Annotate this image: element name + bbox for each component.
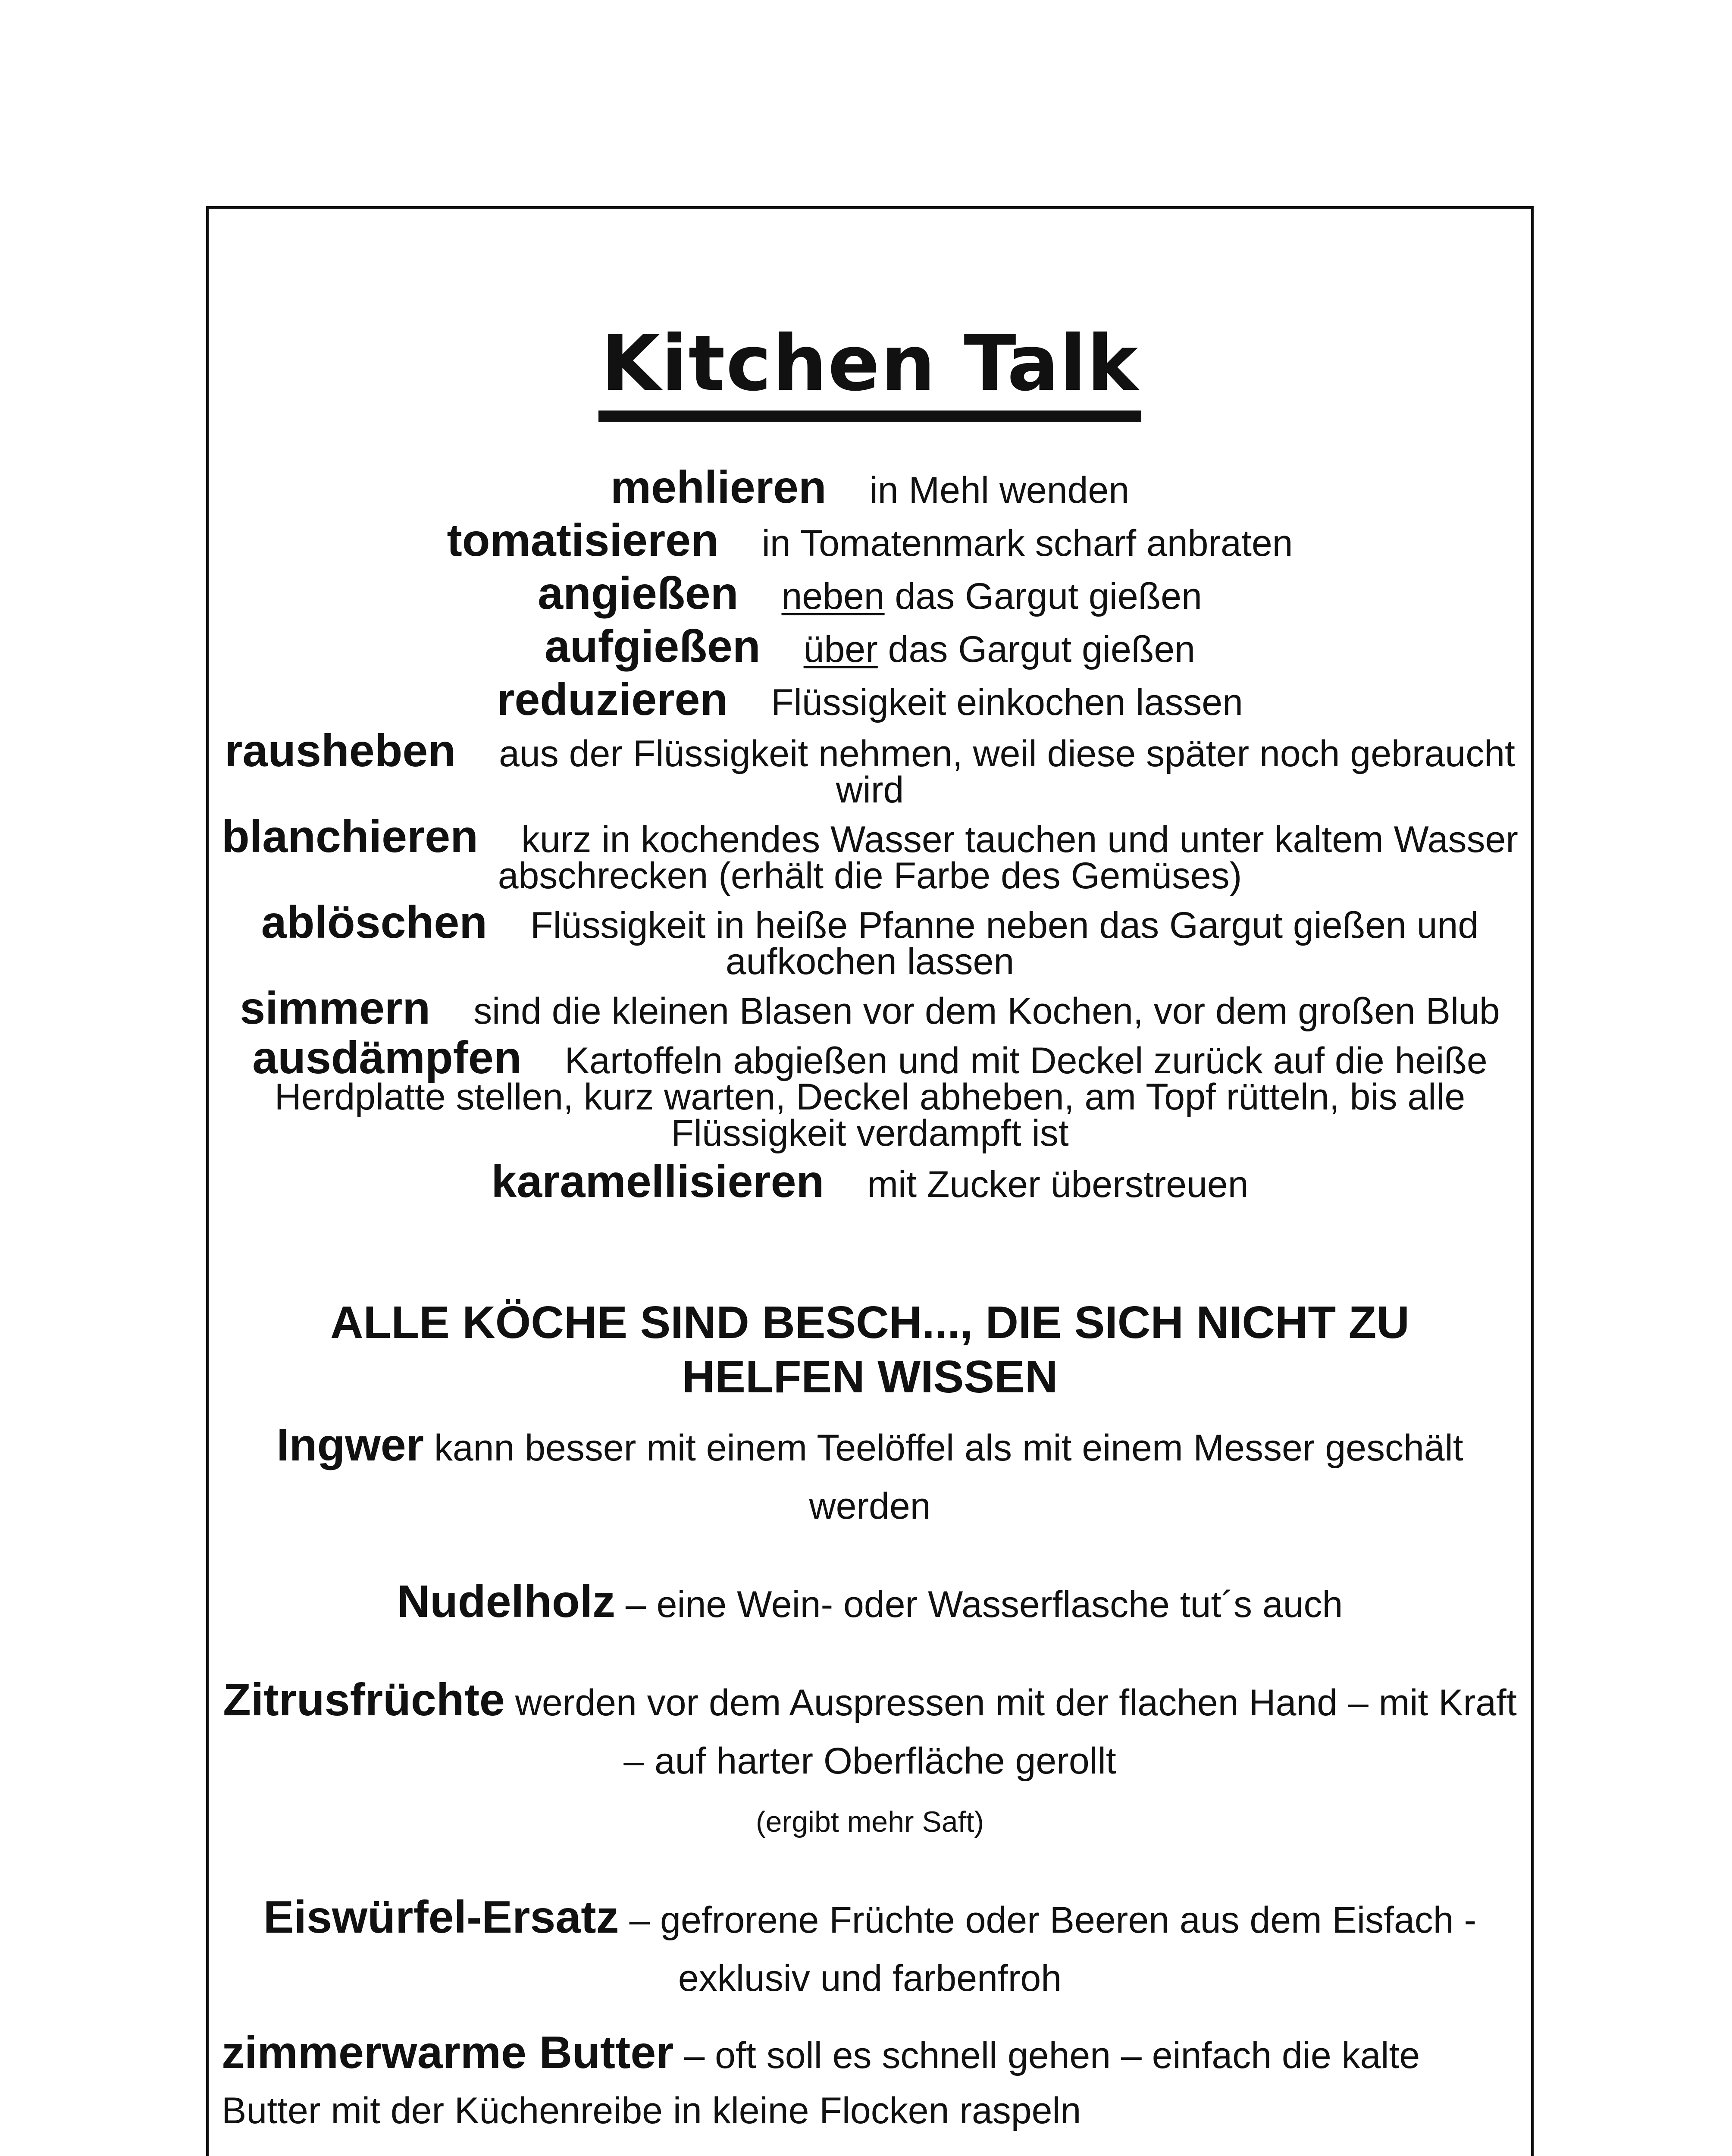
glossary-term: rausheben [225, 725, 456, 776]
glossary-definition: aus der Flüssigkeit nehmen, weil diese später noch gebraucht wird [499, 733, 1515, 811]
tip-item [222, 1416, 1518, 1536]
tip-text: werden vor dem Auspressen mit der flachen Hand – mit Kraft – auf harter Oberfläche gerollt [504, 1682, 1517, 1782]
glossary-definition: das Gargut gießen [877, 629, 1195, 670]
glossary-definition: kurz in kochendes Wasser tauchen und unter kaltem Wasser abschrecken (erhält die Farbe des Gemüses) [498, 819, 1518, 896]
glossary-definition: Flüssigkeit einkochen lassen [771, 682, 1243, 723]
glossary-term: tomatisieren [447, 515, 719, 566]
glossary-entry [217, 725, 1522, 811]
glossary-term: blanchieren [222, 811, 479, 862]
section-heading: ALLE KÖCHE SIND BESCH..., DIE SICH NICHT ZU HELFEN WISSEN [330, 1297, 1409, 1402]
glossary-term: ausdämpfen [252, 1032, 522, 1083]
tip-text: kann besser mit einem Teelöffel als mit einem Messer geschält werden [423, 1427, 1463, 1527]
tip-item [222, 1888, 1518, 2008]
glossary-term: simmern [240, 983, 431, 1034]
glossary-definition: in Tomatenmark scharf anbraten [761, 523, 1293, 564]
glossary-entry [217, 1032, 1522, 1154]
tip-item [222, 1573, 1518, 1634]
glossary [217, 462, 1522, 1207]
glossary-entry [217, 621, 1522, 672]
glossary-definition: Flüssigkeit in heiße Pfanne neben das Gargut gießen und aufkochen lassen [530, 905, 1479, 982]
page-frame [206, 206, 1534, 2156]
tip-text: – oft soll es schnell gehen – einfach die kalte Butter mit der Küchenreibe in kleine Flocken raspeln [222, 2035, 1420, 2131]
page-title: Kitchen Talk [598, 325, 1142, 422]
tip-item [222, 2025, 1518, 2138]
tip-keyword: Eiswürfel-Ersatz [263, 1892, 619, 1943]
tip-keyword: Zitrusfrüchte [223, 1674, 505, 1725]
glossary-definition: das Gargut gießen [884, 576, 1202, 617]
tip-keyword: Ingwer [276, 1420, 424, 1470]
glossary-definition: Kartoffeln abgießen und mit Deckel zurück auf die heiße Herdplatte stellen, kurz warten, Deckel abheben, am Topf rütteln, bis alle Flüssigkeit verdampft ist [274, 1040, 1488, 1154]
glossary-entry [217, 462, 1522, 513]
tip-keyword: zimmerwarme Butter [222, 2027, 674, 2078]
glossary-term: aufgießen [545, 621, 761, 672]
glossary-entry [217, 515, 1522, 566]
title-wrap [209, 319, 1531, 422]
tip-text: – eine Wein- oder Wasserflasche tut´s auch [615, 1584, 1343, 1625]
tip-keyword: Nudelholz [397, 1576, 616, 1627]
glossary-definition: in Mehl wenden [869, 470, 1130, 511]
glossary-entry [217, 1156, 1522, 1207]
glossary-entry [217, 568, 1522, 619]
glossary-entry [217, 811, 1522, 896]
glossary-definition-emphasis: neben [781, 576, 885, 617]
glossary-term: ablöschen [261, 897, 488, 948]
glossary-definition: sind die kleinen Blasen vor dem Kochen, vor dem großen Blub [473, 990, 1500, 1032]
glossary-term: mehlieren [610, 462, 827, 513]
tip-note: (ergibt mehr Saft) [755, 1805, 984, 1838]
glossary-entry [217, 674, 1522, 725]
tip-text: – gefrorene Früchte oder Beeren aus dem Eisfach - exklusiv und farbenfroh [619, 1899, 1477, 1999]
tip-item [222, 1671, 1518, 1851]
glossary-definition-emphasis: über [803, 629, 878, 670]
tips-list [222, 1416, 1518, 2156]
glossary-term: angießen [538, 568, 739, 619]
glossary-entry [217, 983, 1522, 1034]
glossary-term: reduzieren [497, 674, 728, 725]
glossary-term: karamellisieren [491, 1156, 824, 1207]
glossary-definition: mit Zucker überstreuen [867, 1164, 1249, 1205]
glossary-entry [217, 897, 1522, 982]
